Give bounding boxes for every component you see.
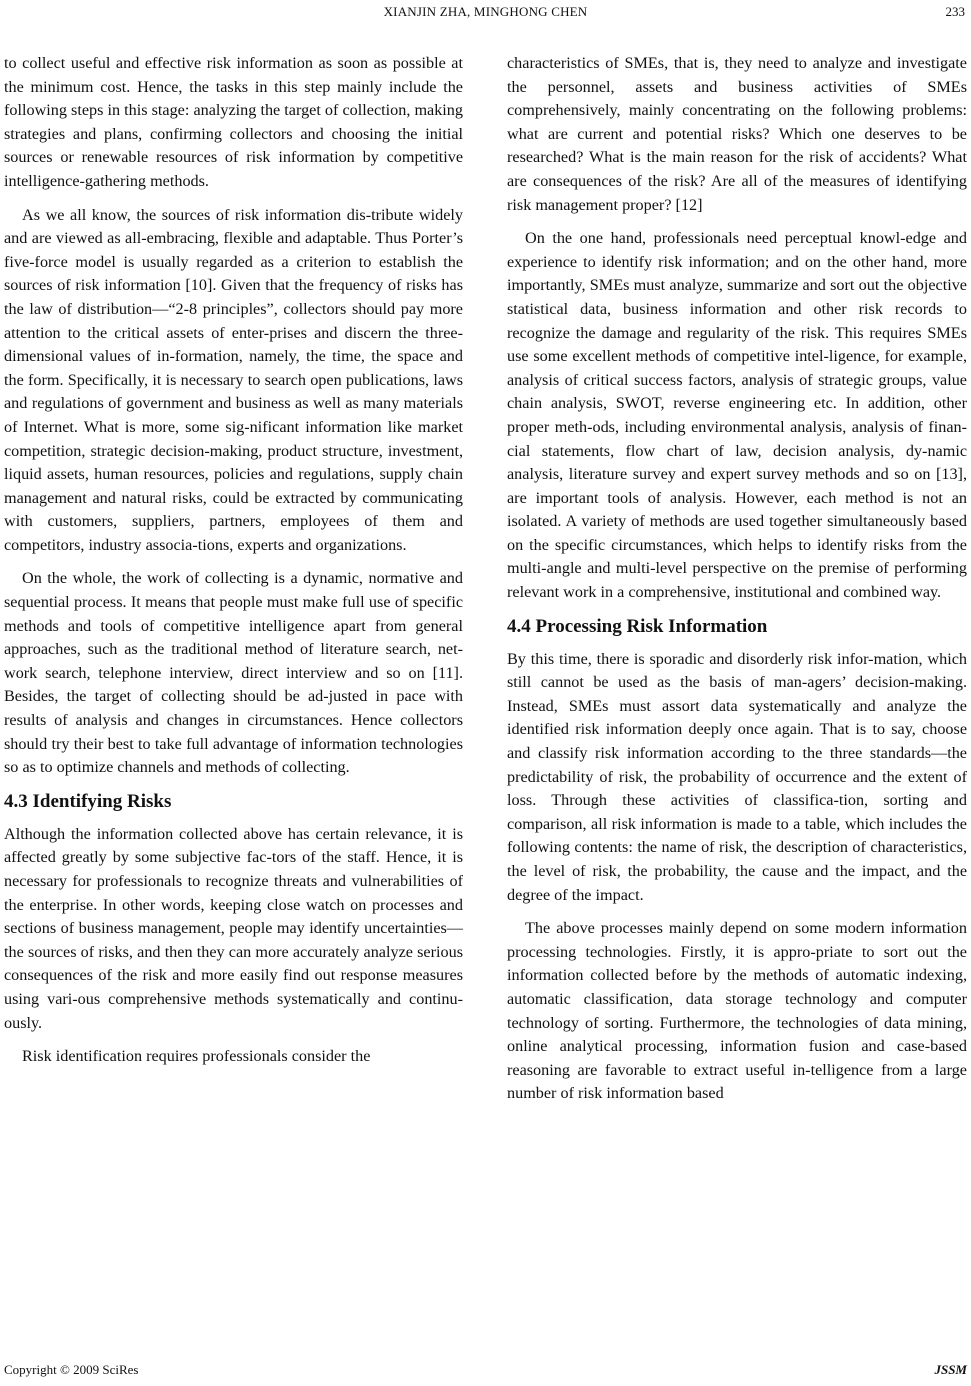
paragraph: The above processes mainly depend on some modern information processing technologies. Firstly, it is appro-priate to sort out the information collected before by the methods of automatic indexing, automatic classification, data storage technology and computer technology of sorting. Furthermore, the technologies of data mining, online analytical processing, information fusion and case-based reasoning are favorable to extract useful in-telligence from a large number of risk information based: [507, 919, 967, 1103]
paragraph: characteristics of SMEs, that is, they need to analyze and investigate the personnel, assets and business activities of SMEs comprehensively, mainly concentrating on the following problems: what are current and potential risks? Which one deserves to be researched? What is the main reason for the risk of accidents? What are consequences of the risk? Are all of the measures of identifying risk management proper? [12]: [507, 54, 967, 214]
paragraph: to collect useful and effective risk information as soon as possible at the minimum cost. Hence, the tasks in this step mainly include the following steps in this stage: analyzing the target of collection, making strategies and plans, confirming collectors and choosing the initial sources or renewable resources of risk information by competitive intelligence-gathering methods.: [4, 54, 463, 190]
page-number: 233: [945, 4, 965, 19]
journal-abbreviation: JSSM: [934, 1362, 967, 1377]
paragraph: As we all know, the sources of risk information dis-tribute widely and are viewed as all-embracing, flexible and adaptable. Thus Porter’s five-force model is usually regarded as a criterion to establish the sources of risk information [10]. Given that the frequency of risks has the law of distribution—“2-8 principles”, collectors should pay more attention to the critical assets of enter-prises and discern the three-dimensional values of in-formation, namely, the time, the space and the form. Specifically, it is necessary to search open publications, laws and regulations of government and business as well as many materials of Internet. What is more, some sig-nificant information like market competition, strategic decision-making, product structure, investment, liquid assets, human resources, policies and regulations, supply chain management and natural risks, could be extracted by communicating with customers, suppliers, partners, employees of them and competitors, industry associa-tions, experts and organizations.: [4, 205, 463, 554]
paragraph: Although the information collected above has certain relevance, it is affected greatly by some subjective fac-tors of the staff. Hence, it is necessary for professionals to recognize threats and vulnerabilities of the enterprise. In other words, keeping close watch on processes and sections of business management, people may identify uncertainties—the sources of risks, and then they can more accurately analyze serious consequences of the risk and more easily find out response measures using vari-ous comprehensive methods systematically and continu-ously.: [4, 824, 463, 1032]
running-title: XIANJIN ZHA, MINGHONG CHEN: [383, 4, 588, 19]
section-heading-4-4: 4.4 Processing Risk Information: [507, 615, 768, 637]
page-footer: [4, 1362, 967, 1380]
section-heading-4-3: 4.3 Identifying Risks: [4, 790, 172, 812]
paragraph: On the whole, the work of collecting is a dynamic, normative and sequential process. It means that people must make full use of specific methods and tools of competitive intelligence apart from general approaches, such as the traditional method of literature search, net-work search, telephone interview, direct interview and so on [11]. Besides, the target of collecting should be ad-justed in pace with results of analysis and changes in circumstances. Hence collectors should try their best to take full advantage of information technologies so as to optimize channels and methods of collecting.: [4, 569, 463, 777]
paragraph: On the one hand, professionals need perceptual knowl-edge and experience to identify risk information; and on the other hand, more importantly, SMEs must analyze, summarize and sort out the objective statistical data, business information and other risk records to recognize the damage and regularity of the risk. This requires SMEs use some excellent methods of competitive intel-ligence, for example, analysis of critical success factors, analysis of strategic groups, value chain analysis, SWOT, reverse engineering etc. In addition, other proper meth-ods, including environmental analysis, analysis of finan-cial statements, flow chart of law, decision analysis, dy-namic analysis, literature survey and expert survey methods and so on [13], are important tools of analysis. However, each method is not an isolated. A variety of methods are used together simultaneously based on the specific circumstances, which helps to identify risks from the multi-angle and multi-level perspective on the premise of performing relevant work in a comprehensive, institutional and combined way.: [507, 229, 967, 602]
paragraph: By this time, there is sporadic and disorderly risk infor-mation, which still cannot be used as the basis of man-agers’ decision-making. Instead, SMEs must assort data systematically and analyze the identified risk information deeply once again. That is to say, choose and classify risk information according to the three standards—the predictability of risk, the probability of occurrence and the extent of loss. Through these activities of classifica-tion, sorting and comparison, all risk information is made to a table, which includes the following contents: the name of risk, the description of characteristics, the level of risk, the probability, the cause and the impact, and the degree of the impact.: [507, 649, 967, 904]
right-column: [507, 52, 967, 1116]
left-column: [4, 52, 463, 1079]
copyright-notice: Copyright © 2009 SciRes: [4, 1362, 139, 1377]
page-header: [0, 4, 971, 26]
paragraph: Risk identification requires professionals consider the: [22, 1047, 371, 1066]
